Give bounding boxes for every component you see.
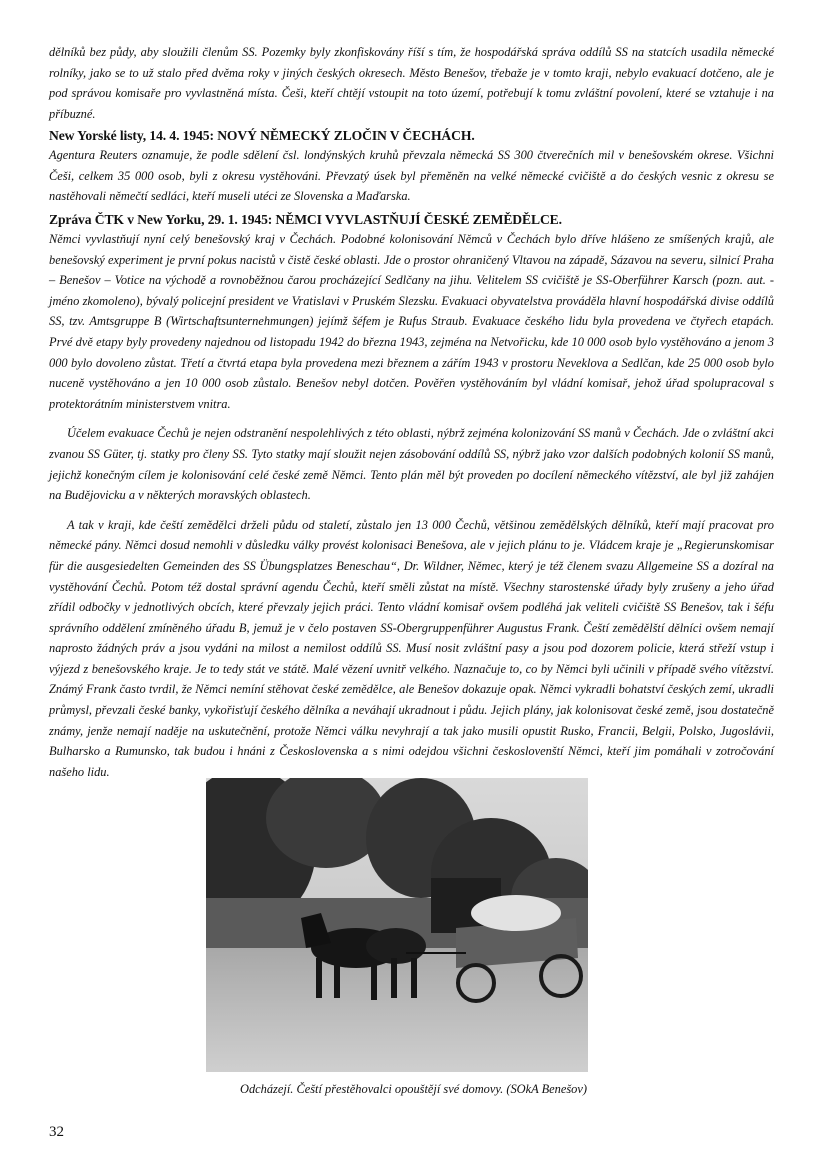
photo-caption: Odcházejí. Čeští přestěhovalci opouštějí své domovy. (SOkA Benešov) xyxy=(240,1082,587,1096)
section-paragraph-3: A tak v kraji, kde čeští zemědělci drželi půdu od staletí, zůstalo jen 13 000 Čechů, většinou zemědělských dělníků, kteří mají pracovat pro německé pány. Němci dosud nemohli v důsledku války provést kolonisaci Benešova, ale v jejich plánu to je. Vládcem kraje je „Regierunskomisar für die ausgesiedelten Gemeinden des SS Übungsplatzes Beneschau“, Dr. Wildner, Němec, který je též členem svazu Allgemeine SS a dozíral na vystěhování Čechů. Potom též dostal správní agendu Čechů, kteří směli zůstat na místě. Všechny starostenské úřady byly zrušeny a jeho úřad zřídil odbočky v jednotlivých obcích, které převzaly jejich práci. Tento vládní komisař ovšem podléhá jak veliteli cvičiště SS Benešov, tak i šéfu správního oddělení zmíněného úřadu B, jemuž je v čelo postaven SS-Obergruppenführer Augustus Frank. Čeští zemědělští dělníci ovšem nemají naprosto žádných práv a jsou vydáni na milost a nemilost oddílů SS. Musí nosit zvláštní pasy a jsou pod dozorem policie, která střeží vstup i výjezd z benešovského kraje. Je to tedy stát ve státě. Malé vězení uvnitř velkého. Naznačuje to, co by Němci byli učinili v případě svého vítězství. Známý Frank často tvrdil, že Němci nemíní stěhovat české zemědělce, ale Benešov dokazuje opak. Němci vykradli bohatství českých zemí, ukradli průmysl, převzali české banky, vykořisťují českého dělníka a neváhají ukradnout i půdu. Jejich plány, jak kolonisovat české země, jsou dostatečně známy, jenže nemají naděje na uskutečnění, protože Němci válku nevyhrají a tak jako musili opustit Rusko, Francii, Belgii, Polsko, Jugoslávii, Bulharsko a Rumunsko, tak budou i hnáni z Československa a s nimi odejdou všichni českoslovenští Němci, kteří jim pomáhali v zotročování našeho lidu. xyxy=(49,517,774,779)
section-paragraph-2: Účelem evakuace Čechů je nejen odstranění nespolehlivých z této oblasti, nýbrž zejména kolonizování SS manů v Čechách. Jde o zvláštní akci zvanou SS Güter, tj. statky pro členy SS. Tyto statky mají sloužit nejen zásobování oddílů SS, nýbrž jako vzor dalších podobných kolonií SS manů, jejichž konečným cílem je kolonisování celé české země Němci. Tento plán měl být proveden po docílení německého vítězství, ale byl již zahájen na Budějovicku a v některých moravských oblastech. xyxy=(49,426,774,503)
section-ctk-report xyxy=(49,211,774,782)
historical-photo xyxy=(206,778,588,1072)
section-heading: New Yorské listy, 14. 4. 1945: NOVÝ NĚMECKÝ ZLOČIN V ČECHÁCH. xyxy=(49,128,475,143)
intro-paragraph: dělníků bez půdy, aby sloužili členům SS. Pozemky byly zkonfiskovány říší s tím, že hospodářská správa oddílů SS na statcích usadila německé rolníky, jako se to už stalo před dvěma roky v jiných českých okresech. Město Benešov, třebaže je v tomto kraji, nebylo evakuací dotčeno, ale je pod správou komisaře pro vyvlastněná místa. Češi, kteří chtějí vstoupit na toto území, potřebují k tomu zvláštní povolení, které se vztahuje i na příbuzné. xyxy=(49,45,774,121)
page-number: 32 xyxy=(49,1124,64,1140)
section-heading: Zpráva ČTK v New Yorku, 29. 1. 1945: NĚMCI VYVLASTŇUJÍ ČESKÉ ZEMĚDĚLCE. xyxy=(49,212,562,227)
section-paragraph: Agentura Reuters oznamuje, že podle sdělení čsl. londýnských kruhů převzala německá SS 300 čtverečních mil v benešovském okrese. Všichni Češi, celkem 35 000 osob, byli z okresu vystěhováni. Převzatý úsek byl přeměněn na velké německé cvičiště a do českých vesnic z okresu se nastěhovali němečtí sedláci, kteří museli utéci ze Slovenska a Maďarska. xyxy=(49,148,774,204)
intro-block xyxy=(49,42,774,124)
horse-cart-photo-icon xyxy=(206,778,588,1072)
section-new-york-listy xyxy=(49,127,774,207)
section-paragraph-1: Němci vyvlastňují nyní celý benešovský kraj v Čechách. Podobné kolonisování Němců v Čechách bylo dříve hlášeno ze smíšených krajů, ale benešovský experiment je první pokus nacistů v čistě české oblasti. Jde o prostor ohraničený Vltavou na západě, Sázavou na severu, silnicí Praha – Benešov – Votice na východě a rovnoběžnou čarou procházející Sedlčany na jihu. Velitelem SS cvičiště je SS-Oberführer Karsch (pozn. aut. - jméno zkomoleno), bývalý policejní president ve Vratislavi v Pruském Slezsku. Evakuaci obyvatelstva prováděla hlavní hospodářská divise oddílů SS, tzv. Amtsgruppe B (Wirtschaftsunternehmungen) jejímž šéfem je Rufus Straub. Evakuace českého lidu byla provedena ve čtyřech etapách. Prvé dvě etapy byly provedeny najednou od listopadu 1942 do března 1943, zejména na Netvořicku, kde 10 000 osob bylo vystěhováno a jenom 3 000 bylo dovoleno zůstat. Třetí a čtvrtá etapa byla provedena mezi březnem a zářím 1943 v prostoru Neveklova a Sedlčan, kde 25 000 osob bylo nuceně vystěhováno a jen 10 000 osob zůstalo. Benešov nebyl dotčen. Pověřen vystěhováním byl vládní komisař, jehož úřad spolupracoval s protektorátním ministerstvem vnitra. xyxy=(49,232,774,411)
